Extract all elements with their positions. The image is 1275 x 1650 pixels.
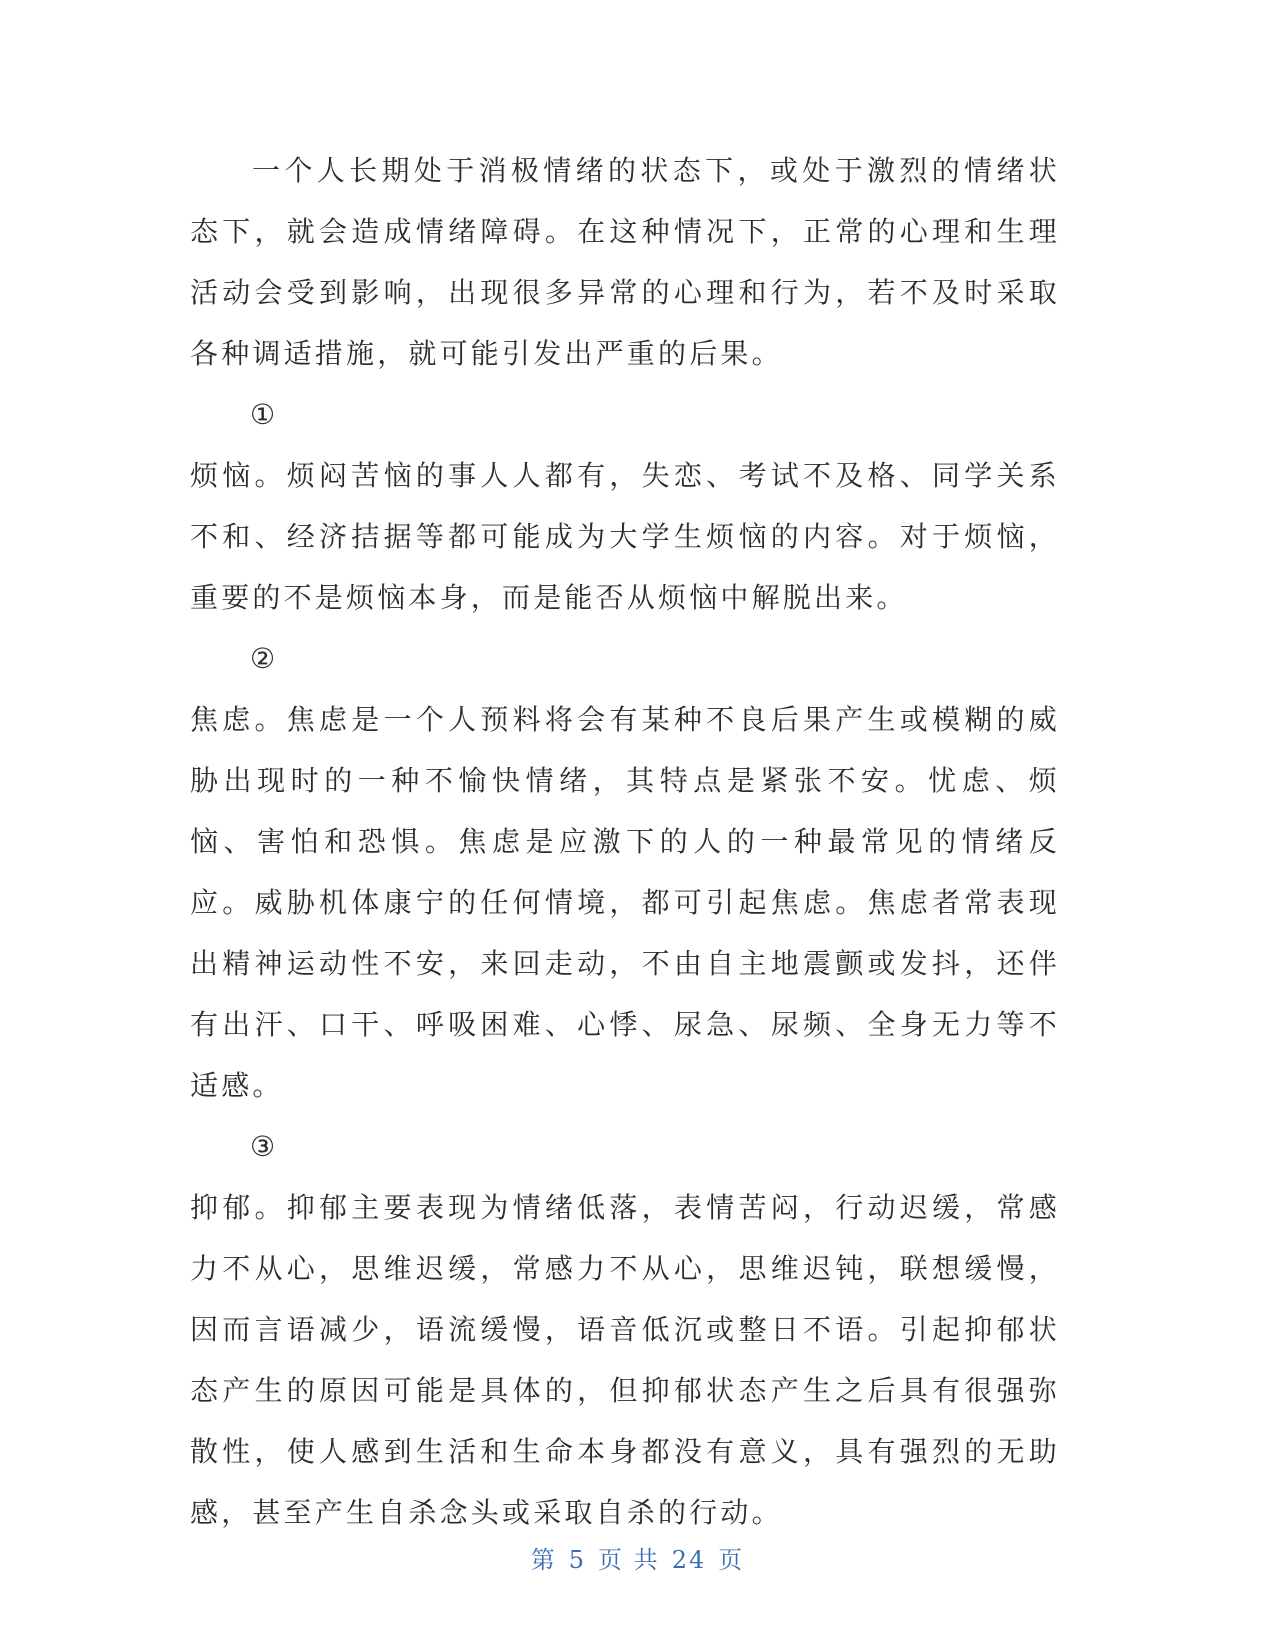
item-marker-2: ② — [250, 642, 276, 675]
document-body — [190, 140, 1060, 1543]
footer-suffix: 页 — [718, 1546, 745, 1574]
intro-paragraph: 一个人长期处于消极情绪的状态下，或处于激烈的情绪状态下，就会造成情绪障碍。在这种情况下，正常的心理和生理活动会受到影响，出现很多异常的心理和行为，若不及时采取各种调适措施，就可能引发出严重的后果。 — [190, 154, 1060, 370]
item-marker-1: ① — [250, 398, 276, 431]
item-paragraph-1: 烦恼。烦闷苦恼的事人人都有，失恋、考试不及格、同学关系不和、经济拮据等都可能成为大学生烦恼的内容。对于烦恼，重要的不是烦恼本身，而是能否从烦恼中解脱出来。 — [190, 459, 1060, 614]
page-footer — [0, 1540, 1275, 1575]
footer-total-pages: 24 — [671, 1546, 707, 1574]
footer-mid: 页 共 — [598, 1546, 660, 1574]
item-marker-3: ③ — [250, 1130, 276, 1163]
footer-prefix: 第 — [530, 1546, 557, 1574]
footer-current-page: 5 — [568, 1546, 587, 1574]
item-paragraph-3: 抑郁。抑郁主要表现为情绪低落，表情苦闷，行动迟缓，常感力不从心，思维迟缓，常感力不从心，思维迟钝，联想缓慢，因而言语减少，语流缓慢，语音低沉或整日不语。引起抑郁状态产生的原因可能是具体的，但抑郁状态产生之后具有很强弥散性，使人感到生活和生命本身都没有意义，具有强烈的无助感，甚至产生自杀念头或采取自杀的行动。 — [190, 1191, 1060, 1529]
item-paragraph-2: 焦虑。焦虑是一个人预料将会有某种不良后果产生或模糊的威胁出现时的一种不愉快情绪，其特点是紧张不安。忧虑、烦恼、害怕和恐惧。焦虑是应激下的人的一种最常见的情绪反应。威胁机体康宁的任何情境，都可引起焦虑。焦虑者常表现出精神运动性不安，来回走动，不由自主地震颤或发抖，还伴有出汗、口干、呼吸困难、心悸、尿急、尿频、全身无力等不适感。 — [190, 703, 1060, 1102]
